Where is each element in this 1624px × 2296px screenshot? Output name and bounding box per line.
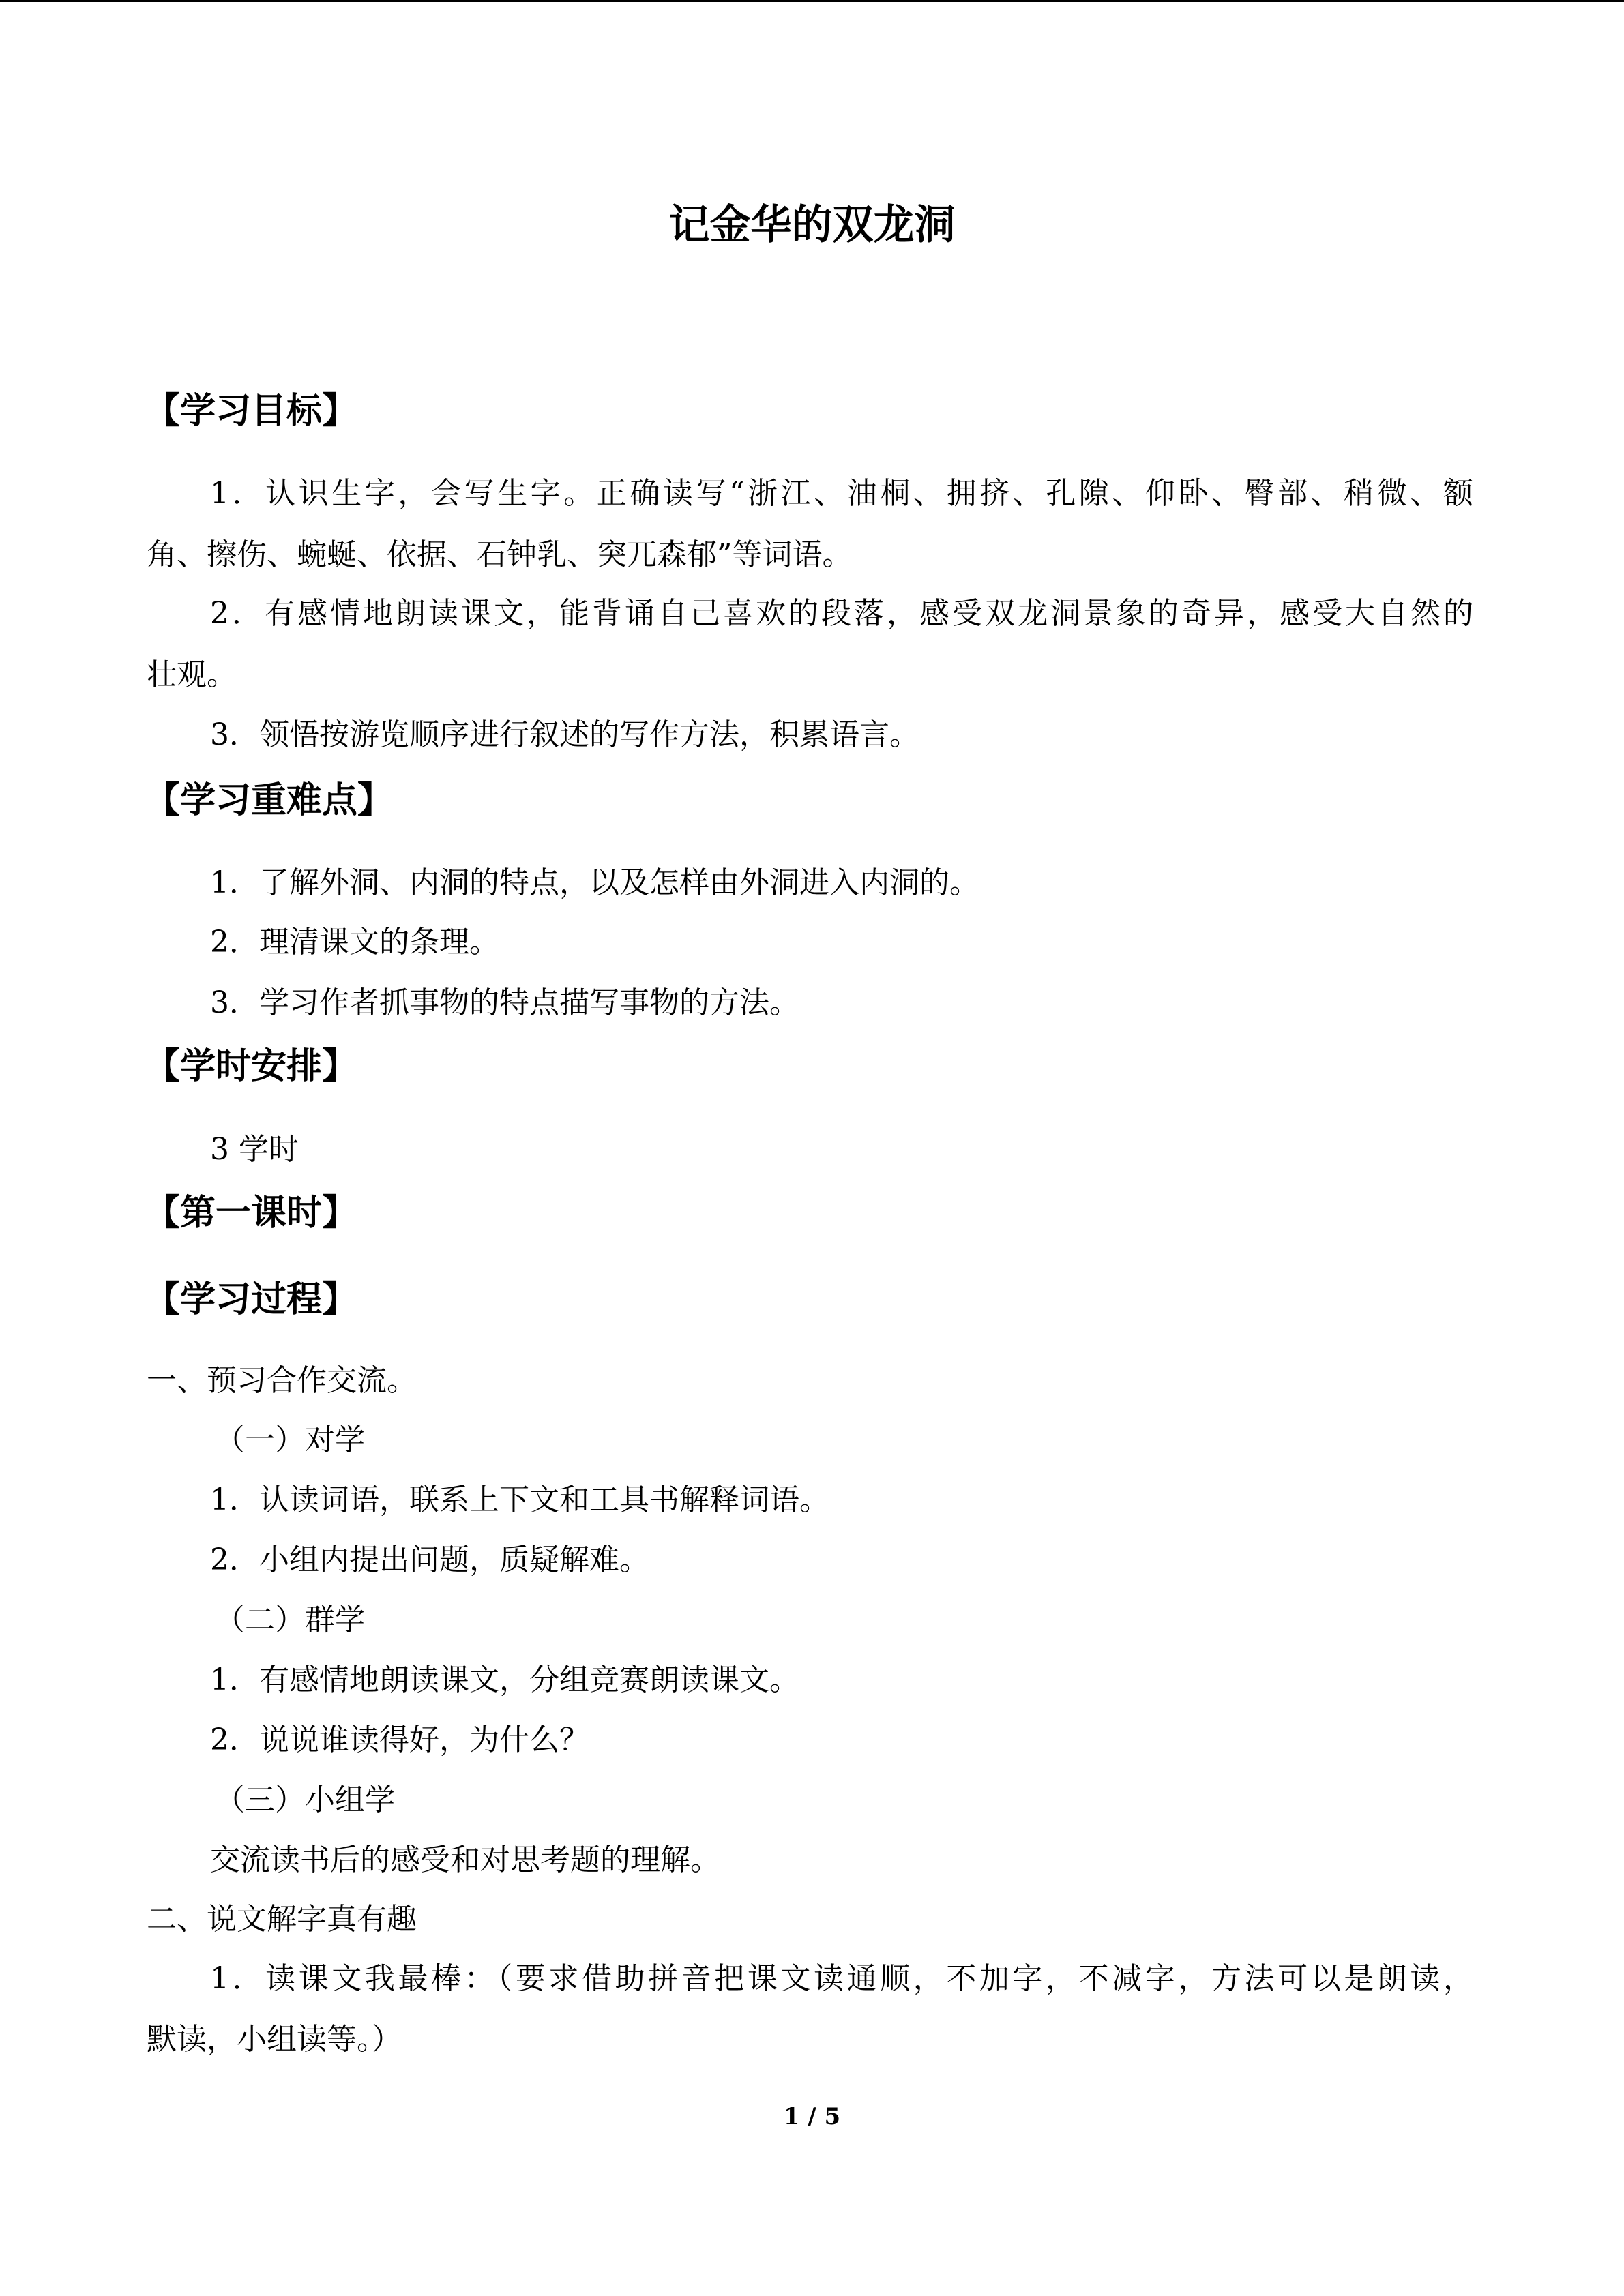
process-sub-2-item-2: 2．说说谁读得好，为什么？: [210, 1723, 589, 1757]
objective-item-2-line-1: 2．有感情地朗读课文，能背诵自己喜欢的段落，感受双龙洞景象的奇异，感受大自然的: [210, 596, 1473, 631]
lesson-heading: 【第一课时】: [145, 1193, 358, 1234]
process-sub-1-item-2: 2．小组内提出问题，质疑解难。: [210, 1542, 649, 1577]
objective-item-1-line-2: 角、擦伤、蜿蜒、依据、石钟乳、突兀森郁”等词语。: [147, 537, 853, 572]
objective-item-3: 3．领悟按游览顺序进行叙述的写作方法，积累语言。: [210, 717, 919, 752]
process-sub-2-title: （二）群学: [215, 1602, 365, 1637]
process-sub-1-title: （一）对学: [215, 1422, 365, 1457]
process-part-2-title: 二、说文解字真有趣: [147, 1902, 417, 1937]
keypoint-item-2: 2．理清课文的条理。: [210, 925, 499, 959]
process-sub-3-title: （三）小组学: [215, 1783, 395, 1817]
document-title: 记金华的双龙洞: [668, 201, 956, 249]
process-part-1-title: 一、预习合作交流。: [147, 1363, 417, 1398]
process-sub-2-item-1: 1．有感情地朗读课文，分组竞赛朗读课文。: [210, 1663, 799, 1697]
page-number: 1 / 5: [783, 2103, 841, 2130]
objective-item-2-line-2: 壮观。: [147, 657, 237, 692]
process-heading: 【学习过程】: [145, 1279, 358, 1320]
schedule-heading: 【学时安排】: [145, 1046, 358, 1087]
process-sub-1-item-1: 1．认读词语，联系上下文和工具书解释词语。: [210, 1482, 829, 1517]
process-sub-3-text: 交流读书后的感受和对思考题的理解。: [210, 1843, 720, 1877]
objectives-heading: 【学习目标】: [145, 391, 358, 432]
top-border-line: [0, 0, 1624, 2]
keypoint-item-1: 1．了解外洞、内洞的特点，以及怎样由外洞进入内洞的。: [210, 865, 979, 900]
objective-item-1-line-1: 1．认识生字，会写生字。正确读写“浙江、油桐、拥挤、孔隙、仰卧、臀部、稍微、额: [210, 476, 1473, 511]
keypoint-item-3: 3．学习作者抓事物的特点描写事物的方法。: [210, 985, 799, 1020]
keypoints-heading: 【学习重难点】: [145, 780, 394, 821]
schedule-text: 3 学时: [210, 1132, 299, 1167]
process-part-2-item-1-line-1: 1．读课文我最棒：（要求借助拼音把课文读通顺，不加字，不减字，方法可以是朗读，: [210, 1961, 1473, 1996]
process-part-2-item-1-line-2: 默读，小组读等。）: [147, 2022, 402, 2057]
